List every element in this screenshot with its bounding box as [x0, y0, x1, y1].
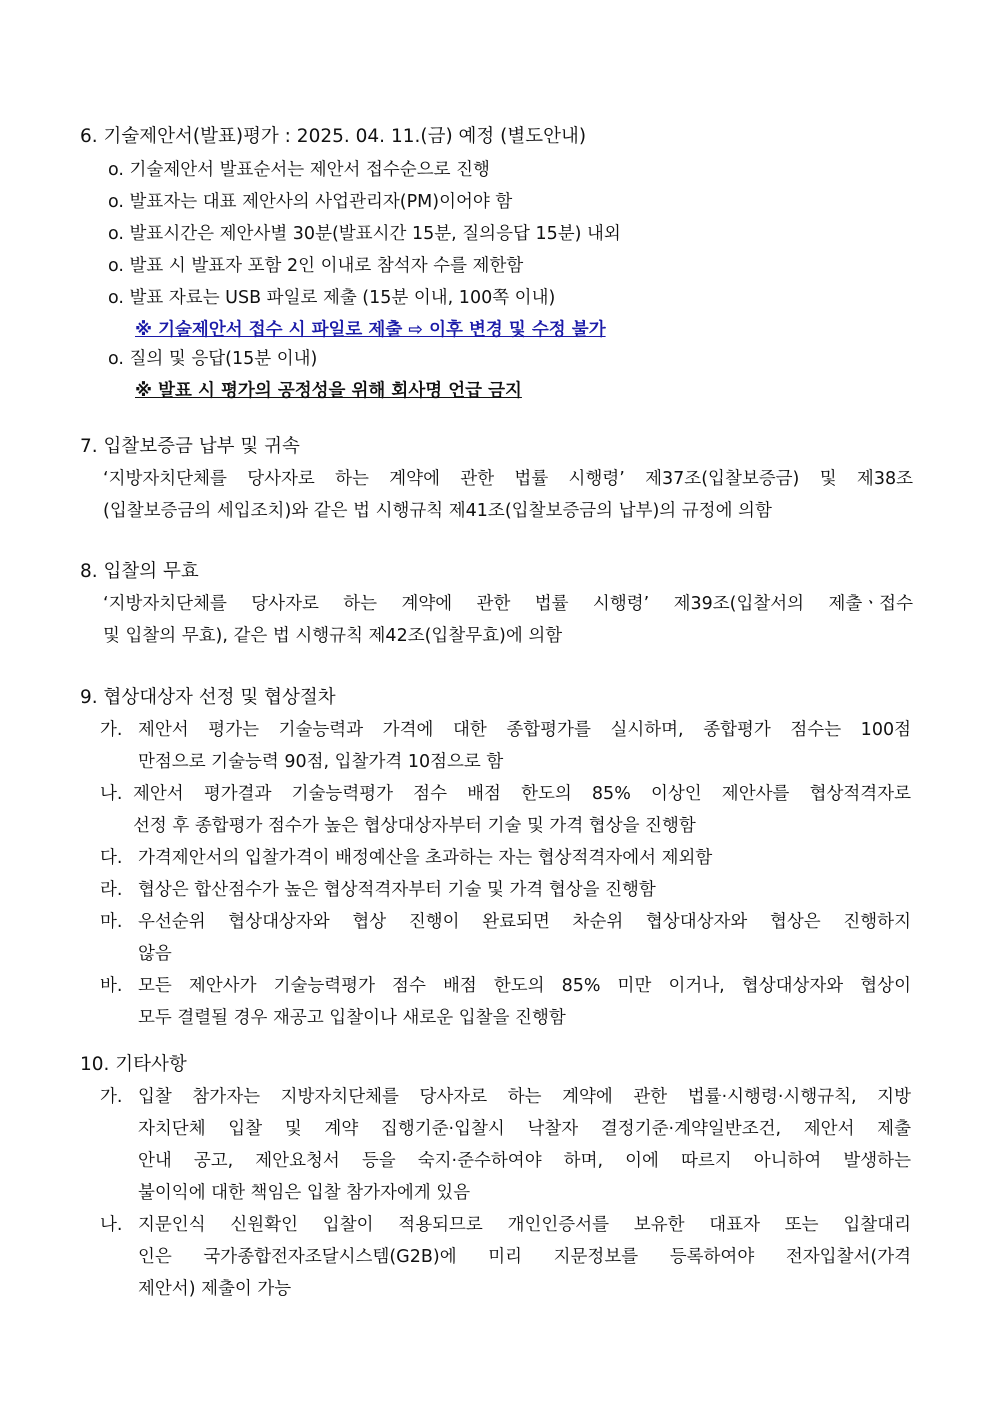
item-text: 우선순위 협상대상자와 협상 진행이 완료되면 차순위 협상대상자와 협상은 진행하지 [138, 912, 911, 932]
item-text: 가격제안서의 입찰가격이 배정예산을 초과하는 자는 협상적격자에서 제외함 [138, 848, 713, 868]
item-text: 불이익에 대한 책임은 입찰 참가자에게 있음 [138, 1183, 471, 1203]
section-7-text: ‘지방자치단체를 당사자로 하는 계약에 관한 법률 시행령’ 제37조(입찰보증금) 및 제38조 [103, 469, 913, 489]
section-6-heading: 6. 기술제안서(발표)평가 : 2025. 04. 11.(금) 예정 (별도안내) [80, 126, 587, 147]
item-text: 협상은 합산점수가 높은 협상적격자부터 기술 및 가격 협상을 진행함 [138, 880, 656, 900]
section-8-text: 및 입찰의 무효), 같은 법 시행규칙 제42조(입찰무효)에 의함 [103, 626, 563, 646]
section-7-heading: 7. 입찰보증금 납부 및 귀속 [80, 436, 300, 457]
section-9-heading: 9. 협상대상자 선정 및 협상절차 [80, 687, 336, 708]
item-text: 자치단체 입찰 및 계약 집행기준·입찰시 낙찰자 결정기준·계약일반조건, 제안서 제출 [138, 1119, 911, 1139]
item-label: 가. [100, 1087, 123, 1107]
item-text: 만점으로 기술능력 90점, 입찰가격 10점으로 함 [138, 752, 504, 772]
item-label: 가. [100, 720, 123, 740]
item-text: 모두 결렬될 경우 재공고 입찰이나 새로운 입찰을 진행함 [138, 1008, 566, 1028]
section-6-bullet: o. 기술제안서 발표순서는 제안서 접수순으로 진행 [108, 160, 490, 180]
item-label: 바. [100, 976, 123, 996]
item-label: 라. [100, 880, 123, 900]
item-text: 지문인식 신원확인 입찰이 적용되므로 개인인증서를 보유한 대표자 또는 입찰대리 [138, 1215, 911, 1235]
item-text: 제안서 평가결과 기술능력평가 점수 배점 한도의 85% 이상인 제안사를 협상적격자로 [133, 784, 911, 804]
item-text: 선정 후 종합평가 점수가 높은 협상대상자부터 기술 및 가격 협상을 진행함 [133, 816, 696, 836]
section-6-bullet: o. 발표 자료는 USB 파일로 제출 (15분 이내, 100쪽 이내) [108, 288, 556, 308]
section-7-text: (입찰보증금의 세입조치)와 같은 법 시행규칙 제41조(입찰보증금의 납부)의 규정에 의함 [103, 501, 772, 521]
section-10-heading: 10. 기타사항 [80, 1054, 187, 1075]
item-text: 않음 [138, 944, 172, 964]
section-6-bullet: o. 발표시간은 제안사별 30분(발표시간 15분, 질의응답 15분) 내외 [108, 224, 621, 244]
item-text: 안내 공고, 제안요청서 등을 숙지·준수하여야 하며, 이에 따르지 아니하여 발생하는 [138, 1151, 911, 1171]
section-6-bullet: o. 발표자는 대표 제안사의 사업관리자(PM)이어야 함 [108, 192, 513, 212]
section-6-bullet: o. 발표 시 발표자 포함 2인 이내로 참석자 수를 제한함 [108, 256, 524, 276]
item-text: 제안서 평가는 기술능력과 가격에 대한 종합평가를 실시하며, 종합평가 점수는 100점 [138, 720, 911, 740]
section-6-note-no-company-name: ※ 발표 시 평가의 공정성을 위해 회사명 언급 금지 [135, 381, 522, 401]
item-label: 나. [100, 1215, 123, 1235]
section-6-bullet: o. 질의 및 응답(15분 이내) [108, 349, 318, 369]
item-text: 입찰 참가자는 지방자치단체를 당사자로 하는 계약에 관한 법률·시행령·시행규칙, 지방 [138, 1087, 911, 1107]
item-text: 인은 국가종합전자조달시스템(G2B)에 미리 지문정보를 등록하여야 전자입찰서(가격 [138, 1247, 911, 1267]
item-label: 마. [100, 912, 123, 932]
item-label: 다. [100, 848, 123, 868]
item-label: 나. [100, 784, 123, 804]
item-text: 모든 제안사가 기술능력평가 점수 배점 한도의 85% 미만 이거나, 협상대상자와 협상이 [138, 976, 911, 996]
section-8-text: ‘지방자치단체를 당사자로 하는 계약에 관한 법률 시행령’ 제39조(입찰서의 제출ㆍ접수 [103, 594, 913, 614]
section-8-heading: 8. 입찰의 무효 [80, 561, 199, 582]
item-text: 제안서) 제출이 가능 [138, 1279, 292, 1299]
section-6-note-no-changes: ※ 기술제안서 접수 시 파일로 제출 ⇨ 이후 변경 및 수정 불가 [135, 320, 606, 340]
